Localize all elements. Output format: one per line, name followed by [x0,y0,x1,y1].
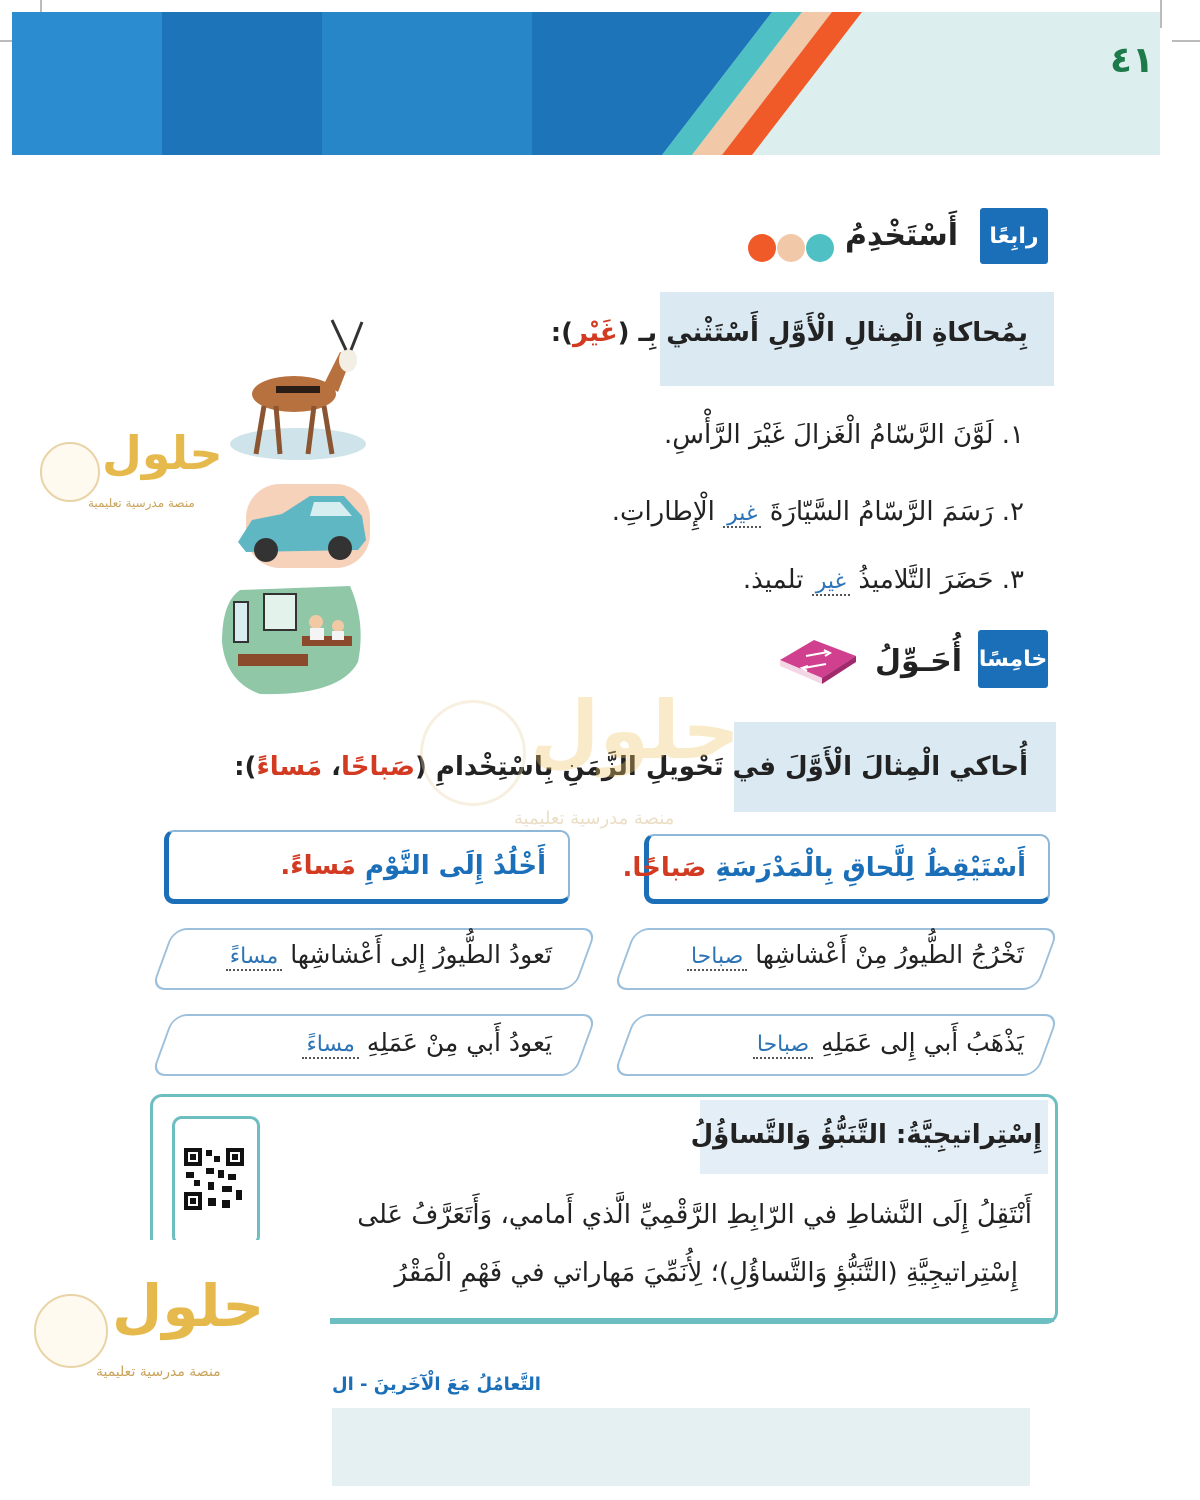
item-number: ١. [1001,420,1024,450]
instruction-text: أُحاكي الْمِثالَ الْأَوَّلَ في تَحْويلِ الزَّمَنِ بِاسْتِخْدامِ ( [415,752,1028,782]
watermark-subtitle: منصة مدرسية تعليمية [88,496,195,510]
section-title-convert: أُحَـوِّلُ [875,644,962,679]
example-time: صَباحًا. [622,852,707,883]
strategy-bottom-border [330,1318,1054,1322]
watermark-large [34,1272,284,1388]
crop-mark [1160,0,1162,28]
exercise-item-2 [612,497,1024,527]
strategy-line-2: إِسْتِراتيجِيَّةِ (التَّنَبُّؤِ وَالتَّساؤُلِ)؛ لِأُنَمِّيَ مَهاراتي في فَهْمِ الْمَقْرُ [394,1258,1018,1288]
exercise-item-1 [664,420,1024,450]
keyword-evening: مَساءً [256,752,323,782]
item-text: حَضَرَ التَّلاميذُ [858,565,994,595]
page-number: ٤١ [1110,40,1154,81]
instruction-text: بِمُحاكاةِ الْمِثالِ الْأَوَّلِ أَسْتَثْني بِـ ( [617,318,1028,348]
example-time: مَساءً. [280,850,356,881]
watermark-subtitle: منصة مدرسية تعليمية [514,808,675,829]
answer-field[interactable]: صباحا [687,944,747,971]
gazelle-illustration [228,316,370,466]
item-text-end: الْإِطاراتِ. [611,497,715,527]
answer-field[interactable]: مساءً [226,944,282,971]
item-text: رَسَمَ الرَّسّامُ السَّيّارَةَ [769,497,994,527]
header-graphic [12,12,1160,155]
section-title-use: أَسْتَخْدِمُ [845,218,958,253]
example-box-morning [622,834,1050,904]
instruction-end: ): [234,752,257,782]
example-box-evening [164,830,570,904]
watermark-logo: حلول [530,684,740,777]
exercise-text: تَخْرُجُ الطُّيورُ مِنْ أَعْشاشِها [755,940,1024,969]
item-number: ٣. [1001,565,1024,595]
watermark-logo-icon [420,700,526,806]
exercise-sentence-2 [226,940,552,969]
watermark-logo-icon [40,442,100,502]
answer-field[interactable]: صباحا [753,1032,813,1059]
car-illustration [232,484,372,570]
answer-field[interactable]: غير [812,569,850,596]
exercise-sentence-1 [687,940,1024,969]
dot-teal [806,234,834,262]
watermark-subtitle: منصة مدرسية تعليمية [96,1364,221,1380]
item-text: لَوَّنَ الرَّسّامُ الْغَزالَ غَيْرَ الرَّأْسِ. [664,420,994,450]
exercise-item-3 [743,565,1024,595]
header-banner [12,12,1160,155]
watermark-logo: حلول [102,426,223,480]
strategy-title: إِسْتِراتيجِيَّةُ: التَّنَبُّؤُ وَالتَّساؤُلُ [690,1120,1042,1150]
footer-band [332,1408,1030,1486]
instruction-use [551,318,1028,348]
watermark-logo-icon [34,1294,108,1368]
section-badge-4: رابِعًا [980,208,1048,264]
example-text: أَخْلُدُ إِلَى النَّوْمِ [364,850,546,881]
exercise-sentence-3 [753,1028,1024,1057]
watermark-logo: حلول [112,1272,265,1340]
instruction-keyword: غَيْر [573,318,618,348]
classroom-illustration [220,582,366,698]
keyword-morning: صَباحًا [340,752,415,782]
section-badge-5: خامِسًا [978,630,1048,688]
exercise-text: يَعودُ أَبي مِنْ عَمَلِهِ [366,1028,552,1057]
keyword-separator: ، [322,752,341,782]
item-number: ٢. [1001,497,1024,527]
dot-orange [748,234,776,262]
exercise-text: يَذْهَبُ أَبي إِلى عَمَلِهِ [821,1028,1024,1057]
watermark-small [40,426,240,516]
footer-unit-title: التَّعامُلُ مَعَ الْآخَرينَ - ال [332,1374,541,1395]
item-text-end: تلميذ. [742,565,804,595]
convert-icon [776,636,860,686]
strategy-line-1: أَنْتَقِلُ إِلَى النَّشاطِ في الرّابِطِ الرَّقْمِيِّ الَّذي أَمامي، وَأَتَعَرَّفُ عَلى [357,1200,1032,1230]
exercise-sentence-4 [302,1028,552,1057]
crop-mark [1172,40,1200,42]
answer-field[interactable]: مساءً [302,1032,358,1059]
qr-code-icon[interactable] [182,1146,246,1212]
answer-field[interactable]: غير [723,501,761,528]
exercise-text: تَعودُ الطُّيورُ إِلى أَعْشاشِها [290,940,552,969]
example-text: أَسْتَيْقِظُ لِلَّحاقِ بِالْمَدْرَسَةِ [715,852,1026,883]
watermark-center [420,684,800,840]
instruction-end: ): [550,318,574,348]
dot-peach [777,234,805,262]
